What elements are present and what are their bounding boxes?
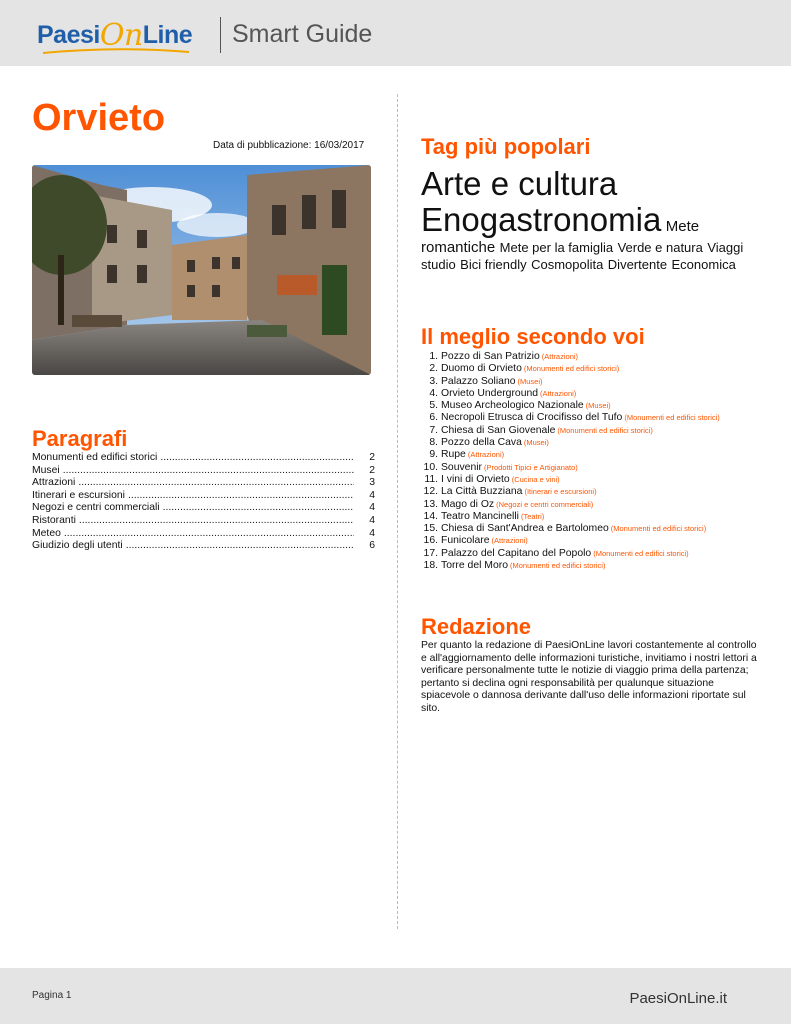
list-item xyxy=(421,523,771,535)
header-divider xyxy=(220,17,221,53)
list-item xyxy=(421,412,771,424)
toc-leader-dots xyxy=(126,540,354,551)
list-item-name[interactable]: Pozzo della Cava xyxy=(441,437,522,449)
list-item-number: 18. xyxy=(423,560,438,572)
toc-row[interactable] xyxy=(32,502,375,515)
redazione-text: Per quanto la redazione di PaesiOnLine lavori costantemente al controllo e all'aggiornamento delle informazioni turistiche, invitiamo i nostri lettori a verificare personalmente tutte le notizie di viaggio prima della partenza; pertanto si declina ogni responsabilità per qualunque situazione spiacevole o dannosa derivante dall'uso delle informazioni riportate sul sito. xyxy=(421,640,757,714)
list-item xyxy=(421,437,771,449)
list-item-category[interactable]: (Monumenti ed edifici storici) xyxy=(523,364,620,374)
toc-leader-dots xyxy=(78,477,354,488)
list-item xyxy=(421,548,771,560)
header-subtitle: Smart Guide xyxy=(232,20,373,48)
paragraphs-index xyxy=(32,452,375,553)
list-item-name[interactable]: Souvenir xyxy=(441,461,483,473)
list-item-name[interactable]: Torre del Moro xyxy=(441,560,508,572)
toc-row[interactable] xyxy=(32,515,375,528)
list-item-name[interactable]: Funicolare xyxy=(441,535,490,547)
toc-page-number: 4 xyxy=(369,527,375,539)
tag-link[interactable]: Mete romantiche xyxy=(421,218,700,256)
list-item xyxy=(421,560,771,572)
tag-link[interactable]: Enogastronomia xyxy=(421,201,662,239)
footer-band xyxy=(0,968,791,1024)
list-item xyxy=(421,535,771,547)
list-item-name[interactable]: Palazzo del Capitano del Popolo xyxy=(441,547,592,559)
tag-link[interactable]: Verde e natura xyxy=(617,239,703,255)
tags-title: Tag più popolari xyxy=(421,134,591,159)
toc-page-number: 2 xyxy=(369,464,375,476)
tag-link[interactable]: Bici friendly xyxy=(460,257,527,273)
publication-date: Data di pubblicazione: 16/03/2017 xyxy=(213,140,365,151)
toc-label[interactable]: Giudizio degli utenti xyxy=(32,540,123,552)
list-item-category[interactable]: (Monumenti ed edifici storici) xyxy=(624,413,720,423)
toc-label[interactable]: Itinerari e escursioni xyxy=(32,489,125,501)
toc-row[interactable] xyxy=(32,490,375,503)
list-item xyxy=(421,425,771,437)
toc-page-number: 4 xyxy=(369,514,375,526)
list-item-name[interactable]: La Città Buzziana xyxy=(441,486,523,498)
list-item-name[interactable]: Duomo di Orvieto xyxy=(441,363,522,375)
toc-label[interactable]: Meteo xyxy=(32,527,61,539)
list-item-category[interactable]: (Musei) xyxy=(585,401,611,411)
list-item-category[interactable]: (Negozi e centri commerciali) xyxy=(496,499,594,509)
list-item-category[interactable]: (Cucina e vini) xyxy=(511,474,560,484)
logo-swoosh-icon xyxy=(41,46,191,56)
list-item xyxy=(421,449,771,461)
toc-label[interactable]: Musei xyxy=(32,464,60,476)
tag-link[interactable]: Viaggi studio xyxy=(421,239,744,273)
list-item-number: 7. xyxy=(429,424,438,436)
list-item-category[interactable]: (Monumenti ed edifici storici) xyxy=(557,425,653,435)
list-item-number: 13. xyxy=(423,498,438,510)
list-item-number: 6. xyxy=(429,412,438,424)
list-item-name[interactable]: Chiesa di San Giovenale xyxy=(441,424,556,436)
toc-label[interactable]: Attrazioni xyxy=(32,477,76,489)
toc-leader-dots xyxy=(79,515,354,526)
list-item-category[interactable]: (Attrazioni) xyxy=(541,352,579,361)
list-item-name[interactable]: Palazzo Soliano xyxy=(441,375,516,387)
list-item xyxy=(421,474,771,486)
list-item-number: 14. xyxy=(423,510,438,522)
list-item xyxy=(421,400,771,412)
tag-link[interactable]: Arte e cultura xyxy=(421,165,618,202)
orvieto-street-image xyxy=(32,165,371,375)
toc-row[interactable] xyxy=(32,452,375,465)
tag-link[interactable]: Mete per la famiglia xyxy=(499,239,614,255)
toc-row[interactable] xyxy=(32,465,375,478)
list-item-category[interactable]: (Musei) xyxy=(523,438,549,448)
list-item-number: 16. xyxy=(423,535,438,547)
list-item-number: 5. xyxy=(429,400,438,412)
toc-label[interactable]: Negozi e centri commerciali xyxy=(32,502,160,514)
header-band xyxy=(0,0,791,66)
page-title: Orvieto xyxy=(32,97,166,139)
toc-label[interactable]: Monumenti ed edifici storici xyxy=(32,452,158,463)
column-divider xyxy=(397,94,398,929)
toc-leader-dots xyxy=(163,502,354,513)
list-item xyxy=(421,351,771,363)
page-number: Pagina 1 xyxy=(32,990,72,1001)
paragrafi-title: Paragrafi xyxy=(32,426,128,451)
redazione-title: Redazione xyxy=(421,614,532,639)
list-item-number: 10. xyxy=(423,461,438,473)
toc-page-number: 6 xyxy=(369,540,375,552)
list-item-category[interactable]: (Prodotti Tipici e Artigianato) xyxy=(484,462,578,472)
list-item-name[interactable]: Mago di Oz xyxy=(441,498,495,510)
list-item-name[interactable]: I vini di Orvieto xyxy=(441,473,510,485)
list-item xyxy=(421,388,771,400)
list-item-number: 9. xyxy=(429,449,438,461)
toc-label[interactable]: Ristoranti xyxy=(32,514,76,526)
list-item-category[interactable]: (Monumenti ed edifici storici) xyxy=(593,548,689,558)
list-item-number: 8. xyxy=(429,437,438,449)
toc-page-number: 4 xyxy=(369,502,375,514)
list-item-name[interactable]: Teatro Mancinelli xyxy=(441,510,519,522)
list-item-name[interactable]: Chiesa di Sant'Andrea e Bartolomeo xyxy=(441,523,609,535)
list-item xyxy=(421,486,771,498)
list-item-category[interactable]: (Itinerari e escursioni) xyxy=(524,487,597,497)
toc-leader-dots xyxy=(63,465,354,476)
list-item xyxy=(421,511,771,523)
list-item xyxy=(421,363,771,375)
list-item-number: 15. xyxy=(423,523,438,535)
list-item-number: 3. xyxy=(429,375,438,387)
list-item xyxy=(421,462,771,474)
list-item-number: 11. xyxy=(424,473,438,485)
list-item-category[interactable]: (Attrazioni) xyxy=(491,536,528,546)
list-item xyxy=(421,376,771,388)
toc-page-number: 3 xyxy=(369,477,375,489)
logo-text-line: Line xyxy=(142,21,193,49)
list-item-number: 12. xyxy=(423,486,438,498)
list-item-name[interactable]: Pozzo di San Patrizio xyxy=(441,351,540,362)
best-title: Il meglio secondo voi xyxy=(421,324,645,349)
list-item-name[interactable]: Orvieto Underground xyxy=(441,387,539,399)
toc-leader-dots xyxy=(160,452,354,463)
list-item-category[interactable]: (Teatri) xyxy=(520,511,545,521)
list-item-name[interactable]: Rupe xyxy=(441,449,466,461)
list-item-number: 2. xyxy=(429,363,438,375)
tag-link[interactable]: Divertente xyxy=(607,257,668,273)
list-item-category[interactable]: (Musei) xyxy=(517,376,543,386)
list-item-number: 4. xyxy=(429,387,438,399)
tag-link[interactable]: Economica xyxy=(671,257,736,273)
list-item-category[interactable]: (Monumenti ed edifici storici) xyxy=(610,524,707,534)
logo-text-paesi: Paesi xyxy=(37,21,100,49)
list-item-category[interactable]: (Attrazioni) xyxy=(540,388,577,398)
tag-link[interactable]: Cosmopolita xyxy=(531,257,604,273)
site-link[interactable]: PaesiOnLine.it xyxy=(629,990,727,1007)
list-item-number: 1. xyxy=(429,351,438,362)
list-item-name[interactable]: Museo Archeologico Nazionale xyxy=(441,400,584,412)
list-item-category[interactable]: (Monumenti ed edifici storici) xyxy=(510,561,606,571)
best-list xyxy=(421,351,771,572)
toc-leader-dots xyxy=(64,528,354,539)
tag-cloud xyxy=(421,166,761,274)
toc-leader-dots xyxy=(128,490,354,501)
toc-page-number: 4 xyxy=(369,489,375,501)
list-item-name[interactable]: Necropoli Etrusca di Crocifisso del Tufo xyxy=(441,412,623,424)
toc-page-number: 2 xyxy=(369,452,375,463)
paesionline-logo[interactable] xyxy=(37,16,192,56)
city-photo xyxy=(32,165,371,375)
toc-row[interactable] xyxy=(32,540,375,553)
list-item-number: 17. xyxy=(423,547,438,559)
toc-row[interactable] xyxy=(32,477,375,490)
logo-text-on: On xyxy=(99,18,143,53)
toc-row[interactable] xyxy=(32,528,375,541)
list-item-category[interactable]: (Attrazioni) xyxy=(467,450,505,460)
list-item xyxy=(421,499,771,511)
